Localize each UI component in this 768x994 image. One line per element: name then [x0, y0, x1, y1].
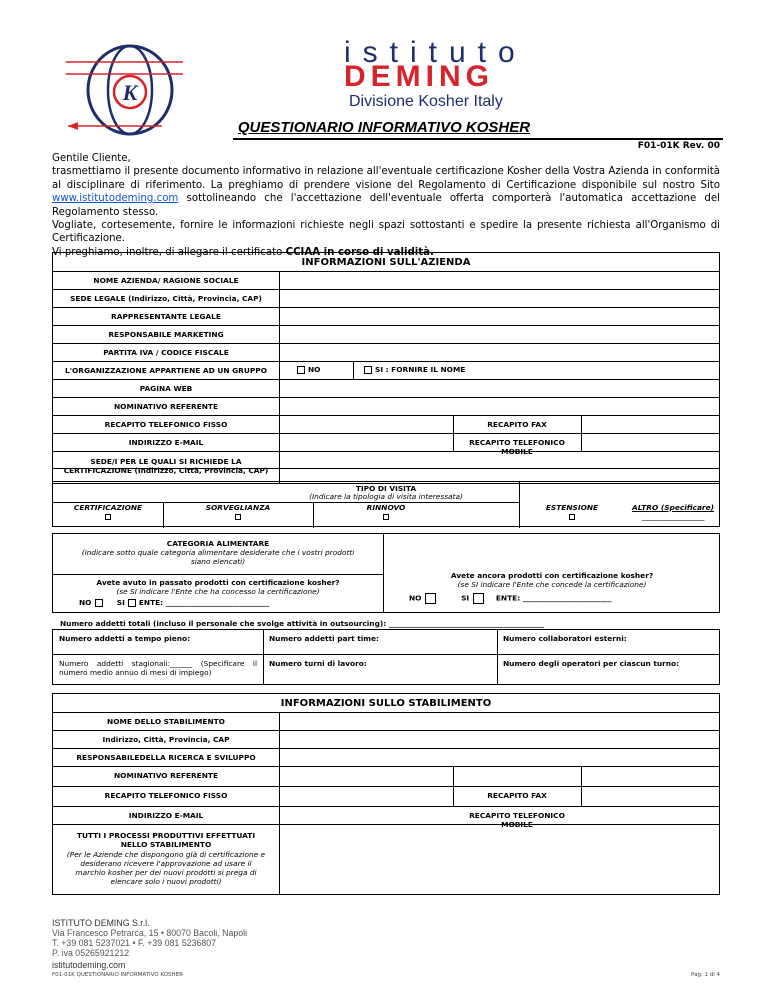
visit-option-altro[interactable]: ALTRO (Specificare) _________________ [632, 503, 714, 521]
visit-option-rinnovo[interactable]: RINNOVO [313, 503, 519, 521]
checkbox-icon [105, 514, 111, 520]
intro-paragraph-3: Vi preghiamo, inoltre, di allegare il certificato CCIAA in corso di validità. [52, 246, 434, 258]
label-plant-mobile: RECAPITO TELEFONICO MOBILE [469, 811, 565, 829]
website-link[interactable]: www.istitutodeming.com [52, 193, 179, 205]
food-category-table [52, 533, 720, 613]
checkbox-icon [297, 366, 305, 374]
visit-title: TIPO DI VISITA [355, 484, 417, 493]
visit-option-sorveglianza[interactable]: SORVEGLIANZA [163, 503, 313, 521]
seasonal-staff-label: Numero addetti stagionali:______ (Specificare il numero medio annuo di mesi di impiego) [59, 659, 257, 677]
checkbox-icon [364, 366, 372, 374]
intro-paragraph-1: trasmettiamo il presente documento informativo in relazione all'eventuale certificazione Kosher della Vostra Azienda in conformità al disciplinare di riferimento. La preghiamo di prendere visione del Regolamento di Certificazione disponibile sul nostro Sito www.istitutodeming.com sottolineando che l'accettazione dell'eventuale offerta comporterà l'automatica accettazione del Regolamento stesso. [52, 166, 720, 218]
brand-division: Divisione Kosher Italy [349, 93, 503, 110]
label-sites-1: SEDE/I PER LE QUALI SI RICHIEDE LA [90, 457, 242, 466]
checkbox-icon [383, 514, 389, 520]
label-plant-address: Indirizzo, Città, Provincia, CAP [102, 735, 230, 744]
label-plant-referent: NOMINATIVO REFERENTE [114, 771, 218, 780]
footer-company: ISTITUTO DEMING S.r.l. [52, 918, 150, 928]
current-cert-answers[interactable]: NO SI ENTE: ________________________ [409, 593, 612, 603]
sites-field[interactable] [280, 450, 719, 483]
visit-option-estensione[interactable]: ESTENSIONE [519, 503, 625, 521]
rnd-field[interactable] [280, 749, 719, 766]
checkbox-icon [425, 593, 436, 604]
label-vat: PARTITA IVA / CODICE FISCALE [103, 348, 229, 357]
label-company-name: NOME AZIENDA/ RAGIONE SOCIALE [93, 276, 239, 285]
current-cert-subtitle: (se SI indicare l'Ente che concede la certificazione) [457, 580, 647, 589]
label-legal-rep: RAPPRESENTANTE LEGALE [111, 312, 221, 321]
checkbox-icon [95, 599, 103, 607]
label-email: INDIRIZZO E-MAIL [128, 438, 204, 447]
label-marketing: RESPONSABILE MARKETING [108, 330, 224, 339]
plant-info-table [52, 693, 720, 895]
intro-text [52, 152, 720, 259]
label-sites-2: CERTIFICAZIONE (Indirizzo, Città, Provincia, CAP) [63, 466, 269, 475]
label-fax: RECAPITO FAX [487, 420, 547, 429]
certification-sites-row [52, 450, 720, 484]
processes-note: (Per le Aziende che dispongono già di certificazione e desiderano ricevere l'approvazione ad usare il marchio kosher per dei nuovi prodotti si prega di elencare solo i nuovi prodotti) [66, 850, 266, 886]
company-section-title: INFORMAZIONI SULL'AZIENDA [301, 257, 471, 268]
processes-field[interactable] [280, 825, 719, 894]
footer-address [52, 918, 247, 970]
label-referent: NOMINATIVO REFERENTE [114, 402, 218, 411]
footer-street: Via Francesco Petrarca, 15 • 80070 Bacoli, Napoli [52, 928, 248, 938]
label-web: PAGINA WEB [139, 384, 193, 393]
brand-istituto: istituto [344, 36, 527, 69]
visit-subtitle: (Indicare la tipologia di visita interessata) [309, 492, 463, 501]
document-code: F01-01K Rev. 00 [637, 141, 720, 151]
label-legal-seat: SEDE LEGALE (Indirizzo, Città, Provincia, CAP) [70, 294, 262, 303]
footer-page-number: Pag. 1 di 4 [691, 972, 720, 978]
company-info-table [52, 252, 720, 469]
plant-address-field[interactable] [280, 731, 719, 748]
fulltime-staff-label: Numero addetti a tempo pieno: [59, 634, 191, 643]
operators-per-shift-label: Numero degli operatori per ciascun turno: [503, 659, 680, 668]
label-plant-name: NOME DELLO STABILIMENTO [107, 717, 225, 726]
footer-doc-name: F01-01K QUESTIONARIO INFORMATIVO KOSHER [52, 972, 183, 978]
plant-name-field[interactable] [280, 713, 719, 730]
web-field[interactable] [280, 380, 719, 397]
label-plant-email: INDIRIZZO E-MAIL [128, 811, 204, 820]
food-category-title: CATEGORIA ALIMENTARE [166, 539, 270, 548]
vat-field[interactable] [280, 344, 719, 361]
label-group: L'ORGANIZZAZIONE APPARTIENE AD UN GRUPPO [65, 366, 267, 375]
logo-letter: K [122, 80, 138, 105]
checkbox-icon [235, 514, 241, 520]
shifts-label: Numero turni di lavoro: [269, 659, 367, 668]
company-name-field[interactable] [280, 272, 719, 289]
group-yes-option[interactable]: SI : FORNIRE IL NOME [364, 365, 465, 374]
staff-table [52, 629, 720, 685]
past-cert-question: Avete avuto in passato prodotti con certificazione kosher? [96, 578, 340, 587]
label-plant-fax: RECAPITO FAX [487, 791, 547, 800]
brand-deming: DEMING [344, 60, 494, 93]
group-no-option[interactable]: NO [297, 365, 320, 374]
plant-section-title: INFORMAZIONI SULLO STABILIMENTO [280, 698, 492, 709]
food-category-subtitle: (indicare sotto quale categoria alimentare desiderate che i vostri prodotti siano elencati) [81, 548, 355, 566]
checkbox-icon [569, 514, 575, 520]
visit-option-certificazione[interactable]: CERTIFICAZIONE [53, 503, 163, 521]
referent-field[interactable] [280, 398, 719, 415]
label-plant-phone: RECAPITO TELEFONICO FISSO [104, 791, 228, 800]
intro-paragraph-2: Vogliate, cortesemente, fornire le informazioni richieste negli spazi sottostanti e spedire la presente richiesta all'Organismo di Certificazione. [52, 220, 720, 245]
checkbox-icon [128, 599, 136, 607]
label-phone: RECAPITO TELEFONICO FISSO [104, 420, 228, 429]
legal-seat-field[interactable] [280, 290, 719, 307]
label-processes: TUTTI I PROCESSI PRODUTTIVI EFFETTUATI NELLO STABILIMENTO [76, 831, 256, 849]
footer-phone: T. +39 081 5237021 • F. +39 081 5236807 [52, 938, 217, 948]
legal-rep-field[interactable] [280, 308, 719, 325]
parttime-staff-label: Numero addetti part time: [269, 634, 379, 643]
label-rnd: RESPONSABILEDELLA RICERCA E SVILUPPO [76, 753, 256, 762]
food-category-field[interactable] [384, 534, 719, 568]
visit-type-table [52, 481, 720, 527]
past-cert-subtitle: (se SI indicare l'Ente che ha concesso la certificazione) [116, 587, 320, 596]
external-staff-label: Numero collaboratori esterni: [503, 634, 627, 643]
footer-website[interactable]: istitutodeming.com [52, 960, 126, 970]
greeting: Gentile Cliente, [52, 153, 131, 164]
checkbox-icon [473, 593, 484, 604]
current-cert-question: Avete ancora prodotti con certificazione kosher? [450, 571, 654, 580]
total-staff-label: Numero addetti totali (incluso il personale che svolge attività in outsourcing): __________________________________________ [60, 619, 544, 628]
footer-vat: P. iva 05265921212 [52, 948, 130, 958]
page-title: QUESTIONARIO INFORMATIVO KOSHER [237, 119, 531, 136]
title-divider [233, 138, 723, 140]
past-cert-answers[interactable]: NO SI ENTE: ____________________________ [79, 598, 270, 607]
marketing-field[interactable] [280, 326, 719, 343]
label-mobile: RECAPITO TELEFONICO MOBILE [469, 438, 565, 456]
